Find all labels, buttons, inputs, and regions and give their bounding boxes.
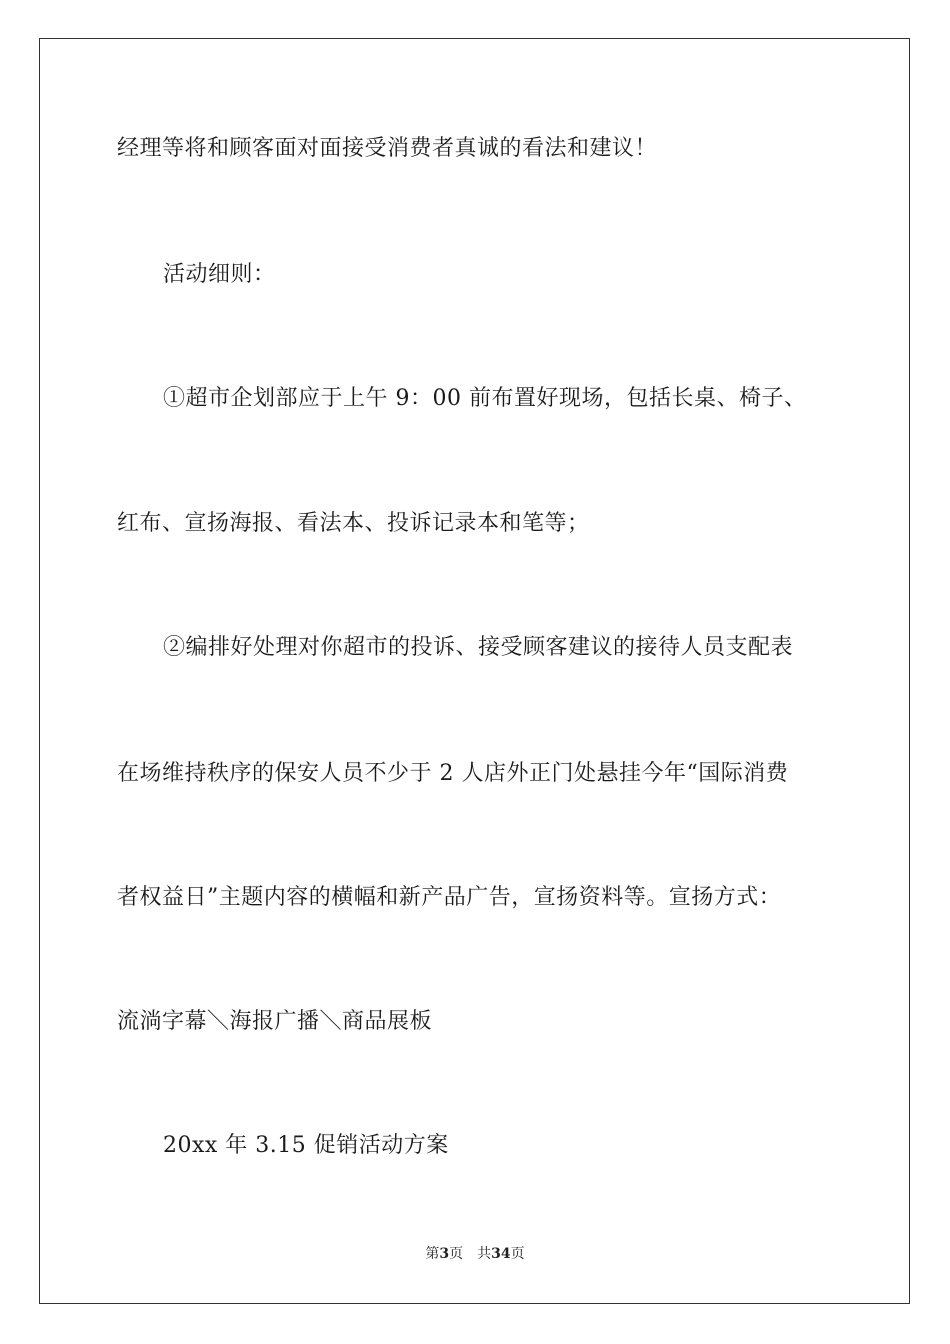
footer-page-suffix: 页 — [449, 1246, 464, 1262]
footer-page-number: 3 — [439, 1246, 450, 1262]
footer-total-prefix: 共 — [477, 1246, 492, 1262]
body-line-promotion-methods: 流淌字幕＼海报广播＼商品展板 — [117, 1009, 433, 1034]
footer-page-prefix: 第 — [425, 1246, 440, 1262]
body-line-rule-1-cont: 红布、宣扬海报、看法本、投诉记录本和笔等； — [117, 511, 590, 536]
body-line-rule-2-cont-1: 在场维持秩序的保安人员不少于 2 人店外正门处悬挂今年“国际消费 — [117, 761, 789, 786]
footer-total-number: 34 — [491, 1246, 511, 1262]
section-title-plan: 20xx 年 3.15 促销活动方案 — [163, 1133, 449, 1158]
page-border — [39, 38, 910, 1304]
section-heading-activity-rules: 活动细则： — [163, 262, 276, 287]
body-line-rule-2-cont-2: 者权益日”主题内容的横幅和新产品广告，宣扬资料等。宣扬方式： — [117, 885, 782, 910]
footer-total-suffix: 页 — [510, 1246, 525, 1262]
body-line-rule-2: ②编排好处理对你超市的投诉、接受顾客建议的接待人员支配表 — [163, 635, 794, 660]
body-line-1: 经理等将和顾客面对面接受消费者真诚的看法和建议！ — [117, 136, 658, 161]
body-line-rule-1: ①超市企划部应于上午 9：00 前布置好现场，包括长桌、椅子、 — [163, 386, 807, 411]
page-footer — [0, 1245, 950, 1263]
